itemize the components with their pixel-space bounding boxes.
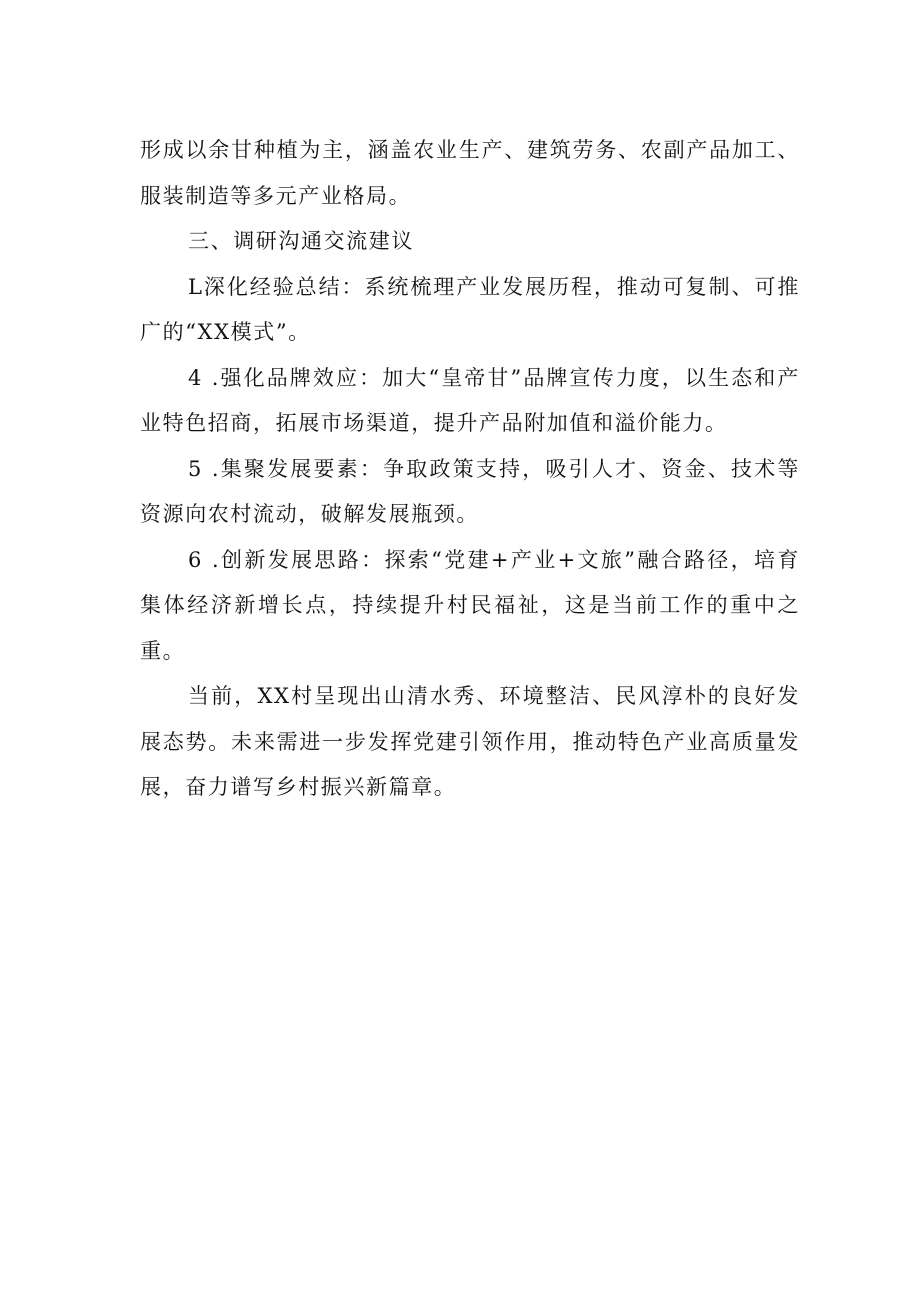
suggestion-gather-elements: 5 .集聚发展要素：争取政策支持，吸引人才、资金、技术等资源向农村流动，破解发展瓶颈。	[140, 456, 800, 526]
suggestion-innovation-path: 6 .创新发展思路：探索“党建+产业+文旅”融合路径，培育集体经济新增长点，持续提升村民福祉，这是当前工作的重中之重。	[140, 547, 800, 663]
paragraph-industry-pattern: 形成以余甘种植为主，涵盖农业生产、建筑劳务、农副产品加工、服装制造等多元产业格局。	[140, 138, 800, 208]
suggestion-experience-summary: L深化经验总结：系统梳理产业发展历程，推动可复制、可推广的“XX模式”。	[140, 274, 800, 344]
section-heading-suggestions: 三、调研沟通交流建议	[188, 229, 414, 253]
paragraph-conclusion: 当前，XX村呈现出山清水秀、环境整洁、民风淳朴的良好发展态势。未来需进一步发挥党建引领作用，推动特色产业高质量发展，奋力谱写乡村振兴新篇章。	[140, 684, 800, 799]
suggestion-brand-effect: 4 .强化品牌效应：加大“皇帝甘”品牌宣传力度，以生态和产业特色招商，拓展市场渠道，提升产品附加值和溢价能力。	[140, 365, 800, 435]
document-body	[140, 128, 800, 811]
